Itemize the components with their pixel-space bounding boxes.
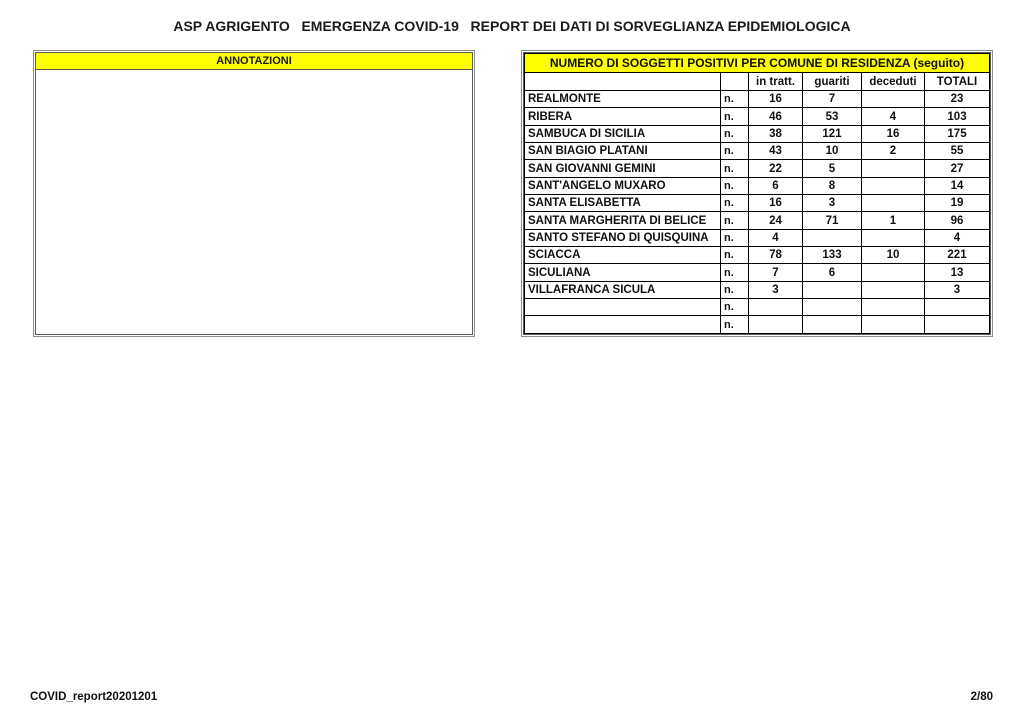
- cell-n-label: n.: [721, 316, 749, 334]
- cell-in-tratt: 16: [749, 91, 803, 108]
- cell-n-label: n.: [721, 160, 749, 177]
- cell-comune: SANTO STEFANO DI QUISQUINA: [525, 229, 721, 246]
- cell-guariti: 53: [803, 108, 862, 125]
- cell-comune: SAMBUCA DI SICILIA: [525, 125, 721, 142]
- positives-table-title: NUMERO DI SOGGETTI POSITIVI PER COMUNE DI RESIDENZA (seguito): [525, 54, 990, 73]
- cell-comune: [525, 299, 721, 316]
- cell-deceduti: [862, 160, 925, 177]
- cell-in-tratt: 38: [749, 125, 803, 142]
- table-row: [525, 177, 990, 194]
- cell-comune: REALMONTE: [525, 91, 721, 108]
- cell-totali: [925, 299, 990, 316]
- cell-totali: 96: [925, 212, 990, 229]
- cell-guariti: 121: [803, 125, 862, 142]
- cell-comune: VILLAFRANCA SICULA: [525, 281, 721, 298]
- table-row: [525, 247, 990, 264]
- annotations-header: ANNOTAZIONI: [36, 53, 472, 70]
- annotations-box-inner: [35, 52, 473, 335]
- column-header-n: [721, 73, 749, 91]
- cell-n-label: n.: [721, 91, 749, 108]
- cell-n-label: n.: [721, 212, 749, 229]
- cell-in-tratt: 78: [749, 247, 803, 264]
- annotations-box: [33, 50, 475, 337]
- table-row: [525, 195, 990, 212]
- cell-in-tratt: 46: [749, 108, 803, 125]
- table-row: [525, 108, 990, 125]
- table-row: [525, 212, 990, 229]
- cell-in-tratt: 4: [749, 229, 803, 246]
- cell-deceduti: [862, 195, 925, 212]
- table-row: [525, 264, 990, 281]
- column-header-comune: [525, 73, 721, 91]
- positives-table-box: [521, 50, 993, 337]
- cell-deceduti: 10: [862, 247, 925, 264]
- cell-n-label: n.: [721, 299, 749, 316]
- table-row: [525, 91, 990, 108]
- column-header-deceduti: deceduti: [862, 73, 925, 91]
- cell-n-label: n.: [721, 281, 749, 298]
- cell-in-tratt: 7: [749, 264, 803, 281]
- cell-deceduti: 1: [862, 212, 925, 229]
- cell-deceduti: [862, 264, 925, 281]
- cell-deceduti: [862, 299, 925, 316]
- cell-deceduti: 16: [862, 125, 925, 142]
- cell-totali: 175: [925, 125, 990, 142]
- table-row: [525, 299, 990, 316]
- table-row: [525, 125, 990, 142]
- page-number: 2/80: [970, 691, 993, 703]
- cell-n-label: n.: [721, 108, 749, 125]
- cell-totali: 55: [925, 143, 990, 160]
- cell-n-label: n.: [721, 125, 749, 142]
- column-header-totali: TOTALI: [925, 73, 990, 91]
- table-row: [525, 316, 990, 334]
- table-row: [525, 143, 990, 160]
- cell-totali: 19: [925, 195, 990, 212]
- cell-in-tratt: [749, 299, 803, 316]
- cell-in-tratt: 24: [749, 212, 803, 229]
- cell-deceduti: [862, 281, 925, 298]
- cell-in-tratt: 6: [749, 177, 803, 194]
- cell-in-tratt: 22: [749, 160, 803, 177]
- cell-deceduti: 2: [862, 143, 925, 160]
- cell-deceduti: [862, 177, 925, 194]
- table-title-row: [525, 54, 990, 73]
- cell-guariti: [803, 281, 862, 298]
- cell-n-label: n.: [721, 264, 749, 281]
- cell-guariti: 10: [803, 143, 862, 160]
- cell-comune: SANTA MARGHERITA DI BELICE: [525, 212, 721, 229]
- cell-in-tratt: 43: [749, 143, 803, 160]
- footer-file-name: COVID_report20201201: [30, 691, 158, 703]
- cell-totali: 13: [925, 264, 990, 281]
- cell-totali: [925, 316, 990, 334]
- column-header-in-tratt: in tratt.: [749, 73, 803, 91]
- cell-in-tratt: 16: [749, 195, 803, 212]
- cell-guariti: 6: [803, 264, 862, 281]
- cell-comune: SAN BIAGIO PLATANI: [525, 143, 721, 160]
- column-header-guariti: guariti: [803, 73, 862, 91]
- cell-totali: 221: [925, 247, 990, 264]
- cell-comune: SANTA ELISABETTA: [525, 195, 721, 212]
- page-title: ASP AGRIGENTO EMERGENZA COVID-19 REPORT DEI DATI DI SORVEGLIANZA EPIDEMIOLOGICA: [173, 18, 851, 34]
- cell-comune: SICULIANA: [525, 264, 721, 281]
- positives-table-body: [525, 91, 990, 334]
- cell-n-label: n.: [721, 177, 749, 194]
- cell-guariti: 7: [803, 91, 862, 108]
- cell-in-tratt: [749, 316, 803, 334]
- table-row: [525, 160, 990, 177]
- cell-deceduti: [862, 229, 925, 246]
- cell-comune: SANT'ANGELO MUXARO: [525, 177, 721, 194]
- table-row: [525, 229, 990, 246]
- cell-comune: [525, 316, 721, 334]
- cell-deceduti: 4: [862, 108, 925, 125]
- cell-guariti: [803, 229, 862, 246]
- cell-guariti: [803, 299, 862, 316]
- cell-totali: 23: [925, 91, 990, 108]
- column-header-row: [525, 73, 990, 91]
- annotations-body: [36, 70, 472, 334]
- cell-n-label: n.: [721, 143, 749, 160]
- cell-guariti: 71: [803, 212, 862, 229]
- cell-totali: 14: [925, 177, 990, 194]
- table-row: [525, 281, 990, 298]
- cell-totali: 3: [925, 281, 990, 298]
- cell-guariti: 8: [803, 177, 862, 194]
- cell-guariti: 133: [803, 247, 862, 264]
- cell-comune: RIBERA: [525, 108, 721, 125]
- cell-deceduti: [862, 316, 925, 334]
- cell-deceduti: [862, 91, 925, 108]
- positives-table-box-inner: [523, 52, 991, 335]
- cell-n-label: n.: [721, 195, 749, 212]
- positives-table: [524, 53, 990, 334]
- cell-guariti: [803, 316, 862, 334]
- cell-totali: 27: [925, 160, 990, 177]
- cell-n-label: n.: [721, 229, 749, 246]
- cell-n-label: n.: [721, 247, 749, 264]
- cell-in-tratt: 3: [749, 281, 803, 298]
- cell-guariti: 5: [803, 160, 862, 177]
- cell-guariti: 3: [803, 195, 862, 212]
- cell-totali: 103: [925, 108, 990, 125]
- cell-comune: SAN GIOVANNI GEMINI: [525, 160, 721, 177]
- cell-comune: SCIACCA: [525, 247, 721, 264]
- cell-totali: 4: [925, 229, 990, 246]
